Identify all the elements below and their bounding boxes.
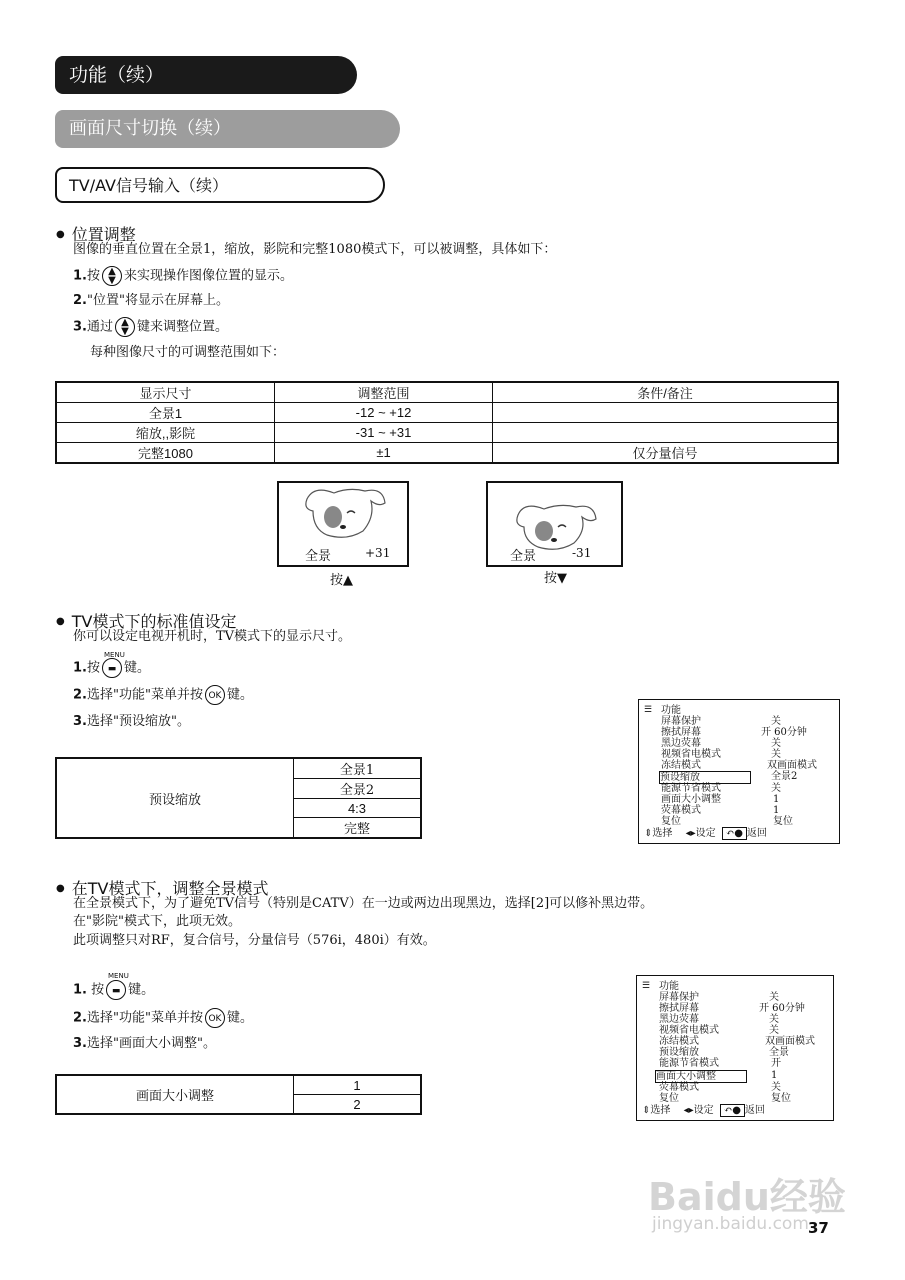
range-note: 每种图像尺寸的可调整范围如下：	[90, 345, 286, 360]
illus-caption-up: 按▲	[330, 573, 353, 588]
function-menu-screenshot	[638, 699, 840, 844]
page-number: 37	[808, 1219, 829, 1237]
tvmode-step-2: 2.选择"功能"菜单并按 OK 键。	[73, 685, 253, 705]
screen-size-adjust-option: 1	[294, 1075, 422, 1095]
menu-item-selected: 画面大小调整	[655, 1070, 747, 1083]
preset-zoom-table	[55, 757, 422, 839]
menu-value: 关	[771, 1082, 781, 1093]
preset-zoom-label: 预设缩放	[56, 758, 294, 838]
up-down-button-icon: ▲ ▼	[102, 266, 122, 286]
menu-value: 1	[771, 1070, 778, 1081]
menu-footer: ⇕选择 ◂▸设定 ↶● 返回	[644, 828, 767, 839]
position-step-3: 3.通过 ▲ ▼ 键来调整位置。	[73, 317, 229, 337]
table-header-row	[56, 382, 838, 403]
tvmode-title: ● TV模式下的标准值设定	[56, 609, 236, 632]
position-down-illustration	[486, 481, 623, 567]
table-cell	[493, 403, 839, 423]
screen-size-adjust-table	[55, 1074, 422, 1115]
fullmode-desc-2: 在"影院"模式下，此项无效。	[73, 914, 241, 929]
menu-value: 开 60分钟	[759, 1003, 805, 1014]
tvmode-step-3: 3.选择"预设缩放"。	[73, 714, 190, 729]
left-right-arrow-icon: ◂▸	[683, 1105, 694, 1116]
table-header: 条件/备注	[493, 382, 839, 403]
menu-value: 关	[771, 749, 781, 760]
preset-zoom-option: 4:3	[294, 799, 422, 818]
menu-item: 荧幕模式	[661, 805, 701, 816]
baidu-watermark-logo: Baidu经验	[648, 1175, 846, 1219]
screen-size-adjust-label: 画面大小调整	[56, 1075, 294, 1114]
dog-icon	[488, 483, 621, 565]
list-icon: ☰	[644, 705, 653, 715]
up-down-arrow-icon: ⇕	[644, 828, 653, 839]
position-title: ● 位置调整	[56, 222, 136, 245]
table-cell: 仅分量信号	[493, 443, 839, 464]
position-up-illustration	[277, 481, 409, 567]
return-icon: ↶●	[720, 1104, 745, 1117]
ok-button-icon: OK	[205, 1008, 225, 1028]
left-right-arrow-icon: ◂▸	[685, 828, 696, 839]
illus-mode-label: 全景	[305, 549, 332, 564]
fullmode-step-3: 3.选择"画面大小调整"。	[73, 1036, 216, 1051]
menu-value: 复位	[771, 1093, 791, 1104]
menu-item: 预设缩放	[659, 1047, 699, 1058]
preset-zoom-option: 全景2	[294, 779, 422, 799]
preset-zoom-option: 完整	[294, 818, 422, 839]
menu-footer: ⇕选择 ◂▸设定 ↶● 返回	[642, 1105, 765, 1116]
menu-item: 冻结模式	[661, 760, 701, 771]
menu-value: 关	[771, 716, 781, 727]
fullmode-step-2: 2.选择"功能"菜单并按 OK 键。	[73, 1008, 253, 1028]
menu-item: 复位	[659, 1093, 679, 1104]
illus-value-label: -31	[572, 546, 592, 560]
table-row	[56, 403, 838, 423]
table-row	[56, 443, 838, 464]
table-header: 显示尺寸	[56, 382, 275, 403]
menu-item: 能源节省模式	[661, 783, 721, 794]
menu-item: 复位	[661, 816, 681, 827]
menu-value: 关	[771, 738, 781, 749]
section-header-function: 功能（续）	[55, 56, 357, 94]
menu-button-icon: ▬	[102, 658, 122, 678]
menu-value: 关	[769, 992, 779, 1003]
menu-value: 关	[771, 783, 781, 794]
table-cell: -31 ~ +31	[275, 423, 493, 443]
menu-item: 屏幕保护	[659, 992, 699, 1003]
section-header-tv-av-input: TV/AV信号输入（续）	[55, 167, 385, 203]
preset-zoom-option: 全景1	[294, 758, 422, 779]
menu-button-label: MENU	[108, 972, 129, 980]
illus-mode-label: 全景	[510, 549, 537, 564]
menu-value: 开	[771, 1058, 781, 1069]
menu-value: 双画面模式	[767, 760, 817, 771]
illus-value-label: +31	[365, 546, 391, 560]
menu-button-label: MENU	[104, 651, 125, 659]
table-row	[56, 423, 838, 443]
menu-item: 荧幕模式	[659, 1082, 699, 1093]
table-cell: 完整1080	[56, 443, 275, 464]
menu-value: 1	[773, 794, 780, 805]
up-down-arrow-icon: ⇕	[642, 1105, 651, 1116]
menu-item: 冻结模式	[659, 1036, 699, 1047]
menu-value: 开 60分钟	[761, 727, 807, 738]
function-menu-screenshot-2	[636, 975, 834, 1121]
menu-item: 视频省电模式	[661, 749, 721, 760]
position-range-table	[55, 381, 839, 464]
menu-item: 视频省电模式	[659, 1025, 719, 1036]
menu-item: 能源节省模式	[659, 1058, 719, 1069]
position-step-2: 2."位置"将显示在屏幕上。	[73, 293, 229, 308]
fullmode-step-1: 1. 按 ▬ 键。	[73, 980, 154, 1000]
list-icon: ☰	[642, 981, 651, 991]
menu-item: 画面大小调整	[661, 794, 721, 805]
fullmode-desc-1: 在全景模式下，为了避免TV信号（特别是CATV）在一边或两边出现黑边，选择[2]可以修补黑边带。	[73, 896, 654, 911]
menu-value: 复位	[773, 816, 793, 827]
table-cell: ±1	[275, 443, 493, 464]
tvmode-desc: 你可以设定电视开机时，TV模式下的显示尺寸。	[73, 629, 352, 644]
return-icon: ↶●	[722, 827, 747, 840]
menu-item: 黑边荧幕	[661, 738, 701, 749]
menu-value: 关	[769, 1025, 779, 1036]
ok-button-icon: OK	[205, 685, 225, 705]
menu-item: 屏幕保护	[661, 716, 701, 727]
menu-item-selected: 预设缩放	[659, 771, 751, 784]
menu-value: 1	[773, 805, 780, 816]
menu-value: 关	[769, 1014, 779, 1025]
table-cell: 缩放,,影院	[56, 423, 275, 443]
fullmode-desc-3: 此项调整只对RF，复合信号，分量信号（576i，480i）有效。	[73, 933, 436, 948]
menu-item: 擦拭屏幕	[659, 1003, 699, 1014]
menu-item: 黑边荧幕	[659, 1014, 699, 1025]
menu-title: 功能	[661, 705, 681, 716]
section-header-screen-size: 画面尺寸切换（续）	[55, 110, 400, 148]
tvmode-step-1: 1.按 ▬ 键。	[73, 658, 150, 678]
table-cell: -12 ~ +12	[275, 403, 493, 423]
menu-value: 全景2	[771, 771, 798, 782]
table-header: 调整范围	[275, 382, 493, 403]
menu-item: 擦拭屏幕	[661, 727, 701, 738]
baidu-watermark-url: jingyan.baidu.com	[652, 1214, 809, 1234]
screen-size-adjust-option: 2	[294, 1095, 422, 1115]
menu-title: 功能	[659, 981, 679, 992]
menu-button-icon: ▬	[106, 980, 126, 1000]
menu-value: 全景	[769, 1047, 789, 1058]
table-cell: 全景1	[56, 403, 275, 423]
menu-value: 双画面模式	[765, 1036, 815, 1047]
position-desc: 图像的垂直位置在全景1，缩放，影院和完整1080模式下，可以被调整，具体如下：	[73, 242, 557, 257]
illus-caption-down: 按▼	[544, 571, 567, 586]
up-down-button-icon: ▲ ▼	[115, 317, 135, 337]
table-cell	[493, 423, 839, 443]
position-step-1: 1.按 ▲ ▼ 来实现操作图像位置的显示。	[73, 266, 294, 286]
fullmode-title: ● 在TV模式下，调整全景模式	[56, 876, 268, 899]
